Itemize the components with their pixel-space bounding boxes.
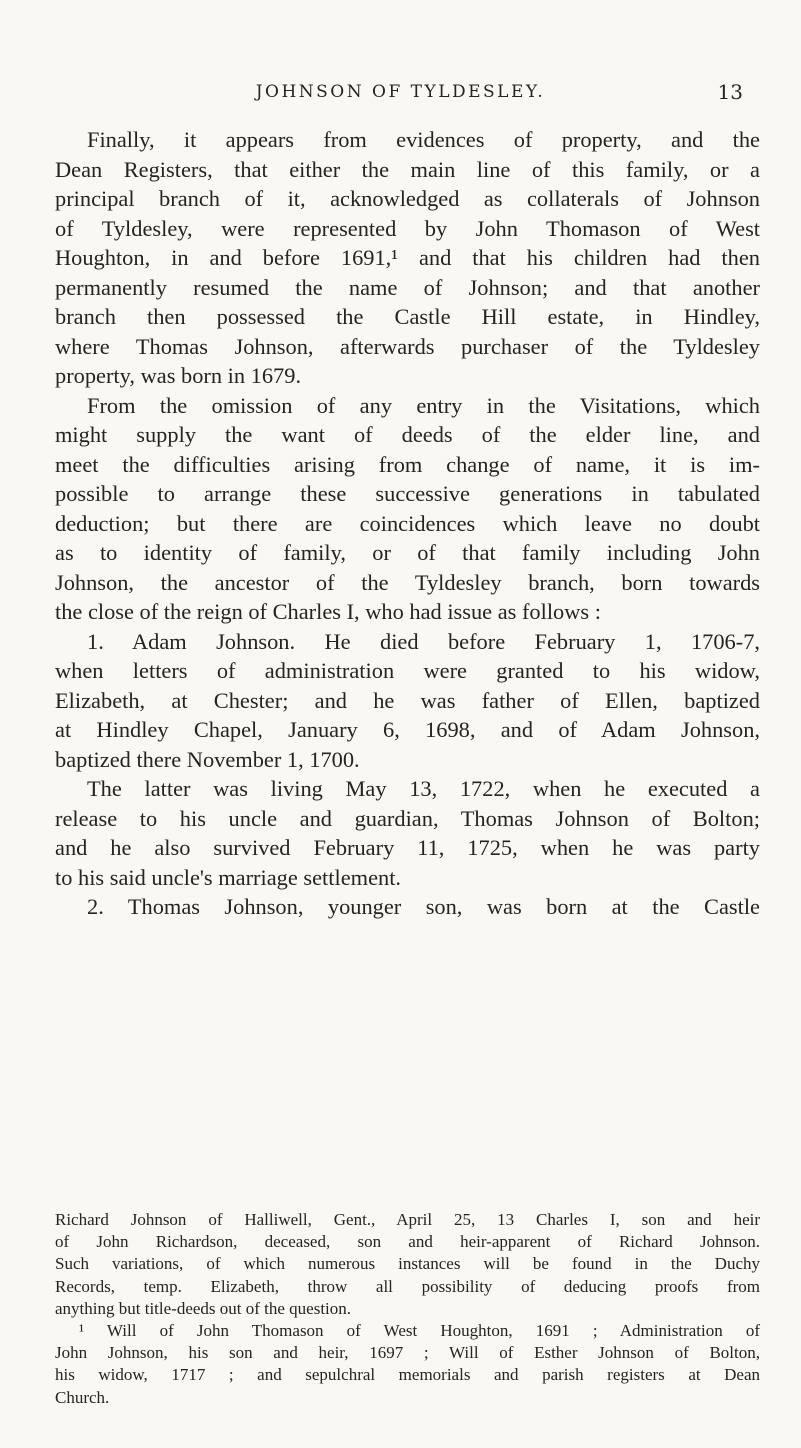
- footnote-line: ¹ Will of John Thomason of West Houghton, 1691 ; Administration of: [79, 1321, 760, 1341]
- footnote-line: Such variations, of which numerous instances will be found in the Duchy: [55, 1254, 760, 1274]
- footnote-line: John Johnson, his son and heir, 1697 ; Will of Esther Johnson of Bolton,: [55, 1343, 760, 1363]
- footnote-continuation: [55, 1209, 760, 1320]
- text-line: From the omission of any entry in the Visitations, which: [87, 392, 760, 418]
- paragraph-1: [55, 125, 760, 391]
- text-line: when letters of administration were granted to his widow,: [55, 658, 760, 683]
- text-line: principal branch of it, acknowledged as collaterals of Johnson: [55, 186, 760, 211]
- text-line: possible to arrange these successive generations in tabulated: [55, 481, 760, 506]
- footnote-line: of John Richardson, deceased, son and heir-apparent of Richard Johnson.: [55, 1232, 760, 1252]
- text-line: release to his uncle and guardian, Thomas Johnson of Bolton;: [55, 805, 760, 831]
- paragraph-2: [55, 391, 760, 627]
- text-line: as to identity of family, or of that family including John: [55, 540, 760, 565]
- text-line: permanently resumed the name of Johnson; and that another: [55, 274, 760, 300]
- text-line: Elizabeth, at Chester; and he was father of Ellen, baptized: [55, 687, 760, 713]
- footnote-line: anything but title-deeds out of the question.: [55, 1298, 352, 1318]
- paragraph-3: [55, 627, 760, 775]
- text-line: and he also survived February 11, 1725, when he was party: [55, 835, 760, 860]
- running-head: JOHNSON OF TYLDESLEY.: [255, 82, 546, 102]
- footnote-line: Records, temp. Elizabeth, throw all possibility of deducing proofs from: [55, 1276, 760, 1296]
- footnote-1: [55, 1320, 760, 1409]
- text-line: The latter was living May 13, 1722, when he executed a: [87, 776, 760, 801]
- text-line: at Hindley Chapel, January 6, 1698, and of Adam Johnson,: [55, 717, 760, 742]
- text-line: of Tyldesley, were represented by John Thomason of West: [55, 215, 760, 241]
- text-line: to his said uncle's marriage settlement.: [55, 864, 402, 890]
- text-line: 1. Adam Johnson. He died before February 1, 1706-7,: [87, 628, 760, 654]
- text-line: Johnson, the ancestor of the Tyldesley branch, born towards: [55, 569, 760, 595]
- text-line: the close of the reign of Charles I, who had issue as follows :: [55, 599, 601, 624]
- text-line: Dean Registers, that either the main line of this family, or a: [55, 156, 760, 182]
- footnotes: [55, 1209, 760, 1409]
- text-line: branch then possessed the Castle Hill estate, in Hindley,: [55, 304, 760, 329]
- text-line: Houghton, in and before 1691,¹ and that his children had then: [55, 245, 760, 270]
- footnote-line: Richard Johnson of Halliwell, Gent., April 25, 13 Charles I, son and heir: [55, 1210, 760, 1229]
- text-line: might supply the want of deeds of the elder line, and: [55, 422, 760, 447]
- text-line: property, was born in 1679.: [55, 363, 302, 388]
- text-line: meet the difficulties arising from change of name, it is im-: [55, 451, 760, 477]
- text-line: 2. Thomas Johnson, younger son, was born at the Castle: [87, 894, 760, 919]
- text-line: where Thomas Johnson, afterwards purchaser of the Tyldesley: [55, 333, 760, 359]
- body-text: [55, 125, 760, 922]
- text-line: deduction; but there are coincidences which leave no doubt: [55, 510, 760, 536]
- footnote-line: his widow, 1717 ; and sepulchral memorials and parish registers at Dean: [55, 1365, 760, 1385]
- footnote-line: Church.: [55, 1387, 110, 1407]
- page-number: 13: [717, 80, 743, 104]
- text-line: baptized there November 1, 1700.: [55, 746, 360, 772]
- paragraph-5: [55, 892, 760, 922]
- text-line: Finally, it appears from evidences of property, and the: [87, 127, 760, 152]
- paragraph-4: [55, 774, 760, 892]
